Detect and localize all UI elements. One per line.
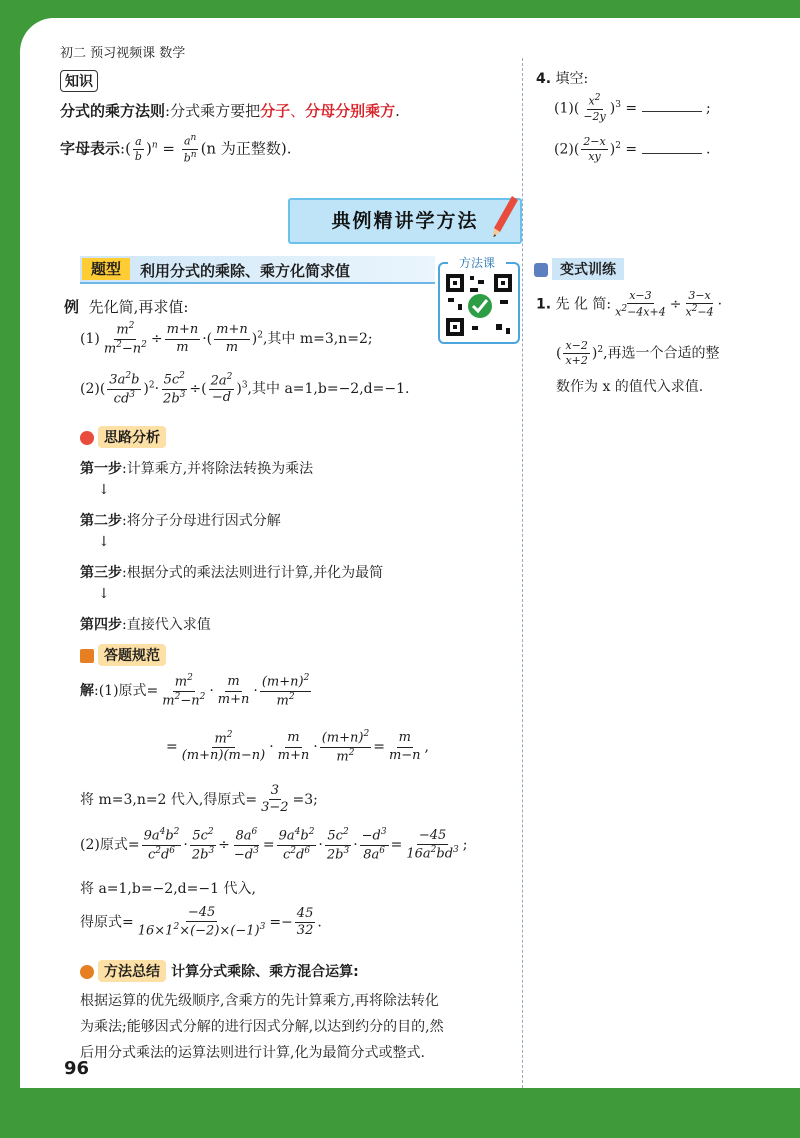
qr-label: 方法课 bbox=[448, 254, 506, 271]
page bbox=[20, 18, 800, 1118]
answer-blank[interactable] bbox=[642, 143, 702, 154]
example-part-2: (2)( $\frac{3a^2b}{cd^3}$ )$^2$· $\frac{5c^2}{2b^3}$ ÷( $\frac{2a^2}{-d}$ )$^3$,其中 a=1,b=−2,d=−1. bbox=[80, 371, 410, 406]
arrow-down-icon: ↓ bbox=[98, 534, 110, 550]
answer-blank[interactable] bbox=[642, 101, 702, 112]
summary-line-1: 根据运算的优先级顺序,含乘方的先计算乘方,再将除法转化 bbox=[80, 993, 439, 1009]
exercise-4-item-2: (2)( $\frac{2-x}{xy}$ )$^2$ = . bbox=[554, 135, 711, 164]
solution-1-line-1: 解:(1)原式= $\frac{m^2}{m^2-n^2}$ · $\frac{m}{m+n}$ · $\frac{(m+n)^2}{m^2}$ bbox=[80, 673, 310, 708]
section-banner: 典例精讲学方法 bbox=[288, 198, 522, 244]
hand-icon bbox=[80, 965, 94, 979]
practice-line-3: 数作为 x 的值代入求值. bbox=[556, 379, 704, 395]
practice-heading: 变式训练 bbox=[534, 258, 624, 280]
topic-title: 利用分式的乘除、乘方化简求值 bbox=[140, 262, 351, 280]
summary-line-2: 为乘法;能够因式分解的进行因式分解,以达到约分的目的,然 bbox=[80, 1019, 444, 1035]
example-part-1: (1) $\frac{m^2}{m^2-n^2}$ ÷ $\frac{m+n}{m}$ ·( $\frac{m+n}{m}$ )$^2$,其中 m=3,n=2; bbox=[80, 321, 373, 356]
arrow-down-icon: ↓ bbox=[98, 586, 110, 602]
solution-1-line-2: = $\frac{m^2}{(m+n)(m-n)}$ · $\frac{m}{m+n}$ · $\frac{(m+n)^2}{m^2}$ = $\frac{m}{m-n}$ , bbox=[166, 729, 429, 764]
analysis-step-3: 第三步:根据分式的乘法法则进行计算,并化为最简 bbox=[80, 565, 384, 581]
qr-code[interactable] bbox=[438, 262, 520, 344]
answer-heading: 答题规范 bbox=[80, 644, 166, 666]
bottom-border bbox=[20, 1088, 800, 1118]
letter-representation: 字母表示:( $\frac{a}{b}$ )$^n$ = $\frac{a^n}{b^n}$ (n 为正整数). bbox=[60, 133, 292, 165]
practice-line-1: 1. 先 化 简: $\frac{x-3}{x^2-4x+4}$ ÷ $\frac{3-x}{x^2-4}$ · bbox=[536, 289, 723, 319]
arrow-down-icon: ↓ bbox=[98, 482, 110, 498]
power-rule: 分式的乘方法则:分式乘方要把分子、分母分别乘方. bbox=[60, 102, 400, 120]
knowledge-tag: 知识 bbox=[60, 70, 98, 92]
solution-2-result: 得原式= $\frac{-45}{16\times 1^2\times(-2)\times(-1)^3}$ =− $\frac{45}{32}$ . bbox=[80, 905, 322, 939]
analysis-step-2: 第二步:将分子分母进行因式分解 bbox=[80, 513, 281, 529]
exercise-4-title: 4. 填空: bbox=[536, 71, 589, 87]
analysis-heading: 思路分析 bbox=[80, 426, 166, 448]
solution-2-line-1: (2)原式= $\frac{9a^4b^2}{c^2d^6}$ · $\frac{5c^2}{2b^3}$ ÷ $\frac{8a^6}{-d^3}$ = $\frac{9a^4b^2}{c^2d^6}$ · $\frac{5c^2}{2b^3}$ · $\frac{-d^3}{8a^6}$ = $\frac{-45}{16a^2bd^3}$ ; bbox=[80, 827, 468, 862]
solution-2-substitute: 将 a=1,b=−2,d=−1 代入, bbox=[80, 881, 256, 897]
pencil-icon bbox=[490, 194, 520, 242]
column-divider bbox=[522, 58, 524, 1098]
solution-1-substitute: 将 m=3,n=2 代入,得原式= $\frac{3}{3-2}$ =3; bbox=[80, 783, 318, 816]
page-header-title: 初二 预习视频课 数学 bbox=[60, 46, 186, 61]
summary-line-3: 后用分式乘法的运算法则进行计算,化为最简分式或整式. bbox=[80, 1045, 425, 1061]
example-intro: 例 先化简,再求值: bbox=[64, 298, 189, 316]
summary-heading: 方法总结 计算分式乘除、乘方混合运算: bbox=[80, 960, 359, 982]
calendar-icon bbox=[80, 649, 94, 663]
analysis-step-1: 第一步:计算乘方,并将除法转换为乘法 bbox=[80, 461, 314, 477]
topic-tag: 题型 bbox=[82, 258, 130, 280]
page-number: 96 bbox=[64, 1058, 90, 1079]
practice-line-2: ( $\frac{x-2}{x+2}$ )$^2$,再选一个合适的整 bbox=[556, 339, 720, 368]
target-icon bbox=[80, 431, 94, 445]
exercise-4-item-1: (1)( $\frac{x^2}{-2y}$ )$^3$ = ; bbox=[554, 93, 711, 123]
pointing-hand-icon bbox=[534, 263, 548, 277]
analysis-step-4: 第四步:直接代入求值 bbox=[80, 617, 211, 633]
